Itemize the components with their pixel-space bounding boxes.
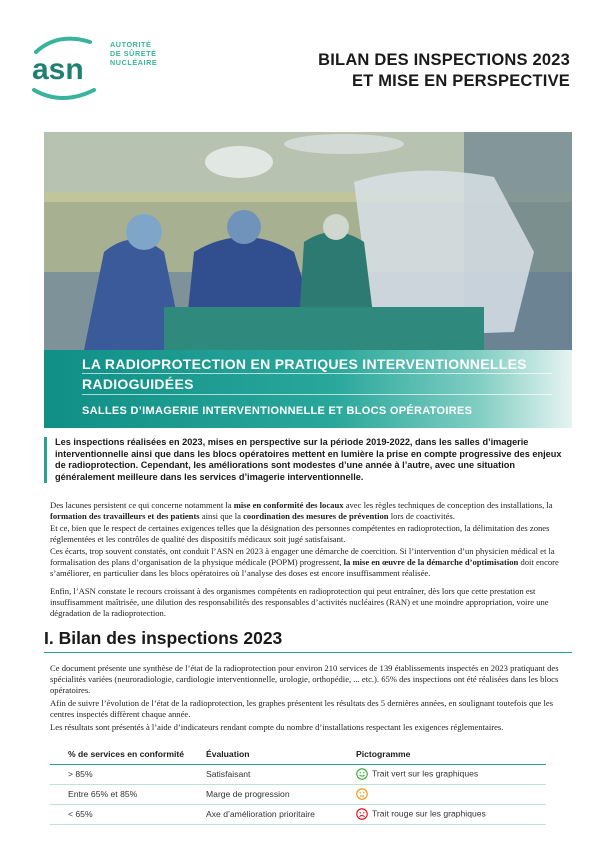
table-row <box>50 784 546 804</box>
paragraph-organismes: Enfin, l’ASN constate le recours croissant à des organismes compétents en radioprotection qui peut entraîner, dès lors que cette prestation est insuffisamment maîtrisée, une dilution des responsabilités des responsables d’activités nucléaires (RAN) et une moindre appropriation, voire une dégradation de la radioprotection. <box>50 586 549 619</box>
header-evaluation: Évaluation <box>200 744 350 764</box>
paragraph-synthese: Ce document présente une synthèse de l’état de la radioprotection pour environ 210 services de 139 établissements inspectés en 2023 pratiquant des spécialités variées (neuroradiologie, cardiologie interventionnelle, urologie, orthopédie, ... etc.). 65% des inspections ont été réalisées dans les blocs opératoires. <box>50 663 559 696</box>
header-pictogram: Pictogramme <box>350 744 546 764</box>
cell-evaluation: Marge de progression <box>200 784 350 804</box>
document-title <box>318 50 570 92</box>
paragraph-evolution: Afin de suivre l’évolution de l’état de la radioprotection, les graphes présentent les résultats des 5 dernières années, en soulignant toutefois que les centres inspectés diffèrent chaque année. <box>50 698 554 720</box>
section-rule <box>44 652 572 653</box>
cell-pictogram <box>350 784 546 804</box>
cell-evaluation: Satisfaisant <box>200 764 350 784</box>
cell-range: < 65% <box>50 804 200 824</box>
banner-title-line-1: LA RADIOPROTECTION EN PRATIQUES INTERVENTIONNELLES <box>82 356 527 372</box>
paragraph-exigences: Et ce, bien que le respect de certaines exigences telles que la désignation des personnes compétentes en radioprotection, la délimitation des zones réglementées et les contrôles de qualité des dispositifs médicaux soit jugé satisfaisant. <box>50 523 550 545</box>
title-line-1: BILAN DES INSPECTIONS 2023 <box>318 51 570 69</box>
smiley-happy-icon <box>356 768 368 780</box>
cell-range: > 85% <box>50 764 200 784</box>
paragraph-indicateurs: Les résultats sont présentés à l’aide d’indicateurs rendant compte du nombre d’installations respectant les exigences réglementaires. <box>50 722 504 732</box>
logo-text <box>110 40 157 67</box>
intro-summary: Les inspections réalisées en 2023, mises en perspective sur la période 2019-2022, dans les salles d’imagerie interventionnelle ainsi que dans les blocs opératoires mettent en lumière la prise en compte progressive des enjeux de radioprotection. Cependant, les améliorations sont modestes d’une année à l’autre, avec une situation généralement meilleure dans les services d’imagerie interventionnelle. <box>44 437 572 483</box>
header-conformity: % de services en conformité <box>50 744 200 764</box>
title-line-2: ET MISE EN PERSPECTIVE <box>351 72 570 90</box>
pictogram-text: Trait vert sur les graphiques <box>372 768 479 779</box>
section-title: I. Bilan des inspections 2023 <box>44 628 283 648</box>
banner-rule-2 <box>82 394 552 395</box>
paragraph-lacunes: Des lacunes persistent ce qui concerne notamment la mise en conformité des locaux avec les règles techniques de conception des installations, la formation des travailleurs et des patients ainsi que la coordination des mesures de prévention lors de coactivités. <box>50 500 553 522</box>
banner-title-line-2: RADIOGUIDÉES <box>82 376 194 392</box>
logo-line-3: NUCLÉAIRE <box>110 58 158 67</box>
title-banner <box>44 350 572 428</box>
conformity-table <box>50 744 546 825</box>
operating-room-photo <box>44 132 572 350</box>
paragraph-coercition: Ces écarts, trop souvent constatés, ont conduit l’ASN en 2023 à engager une démarche de coercition. Si l’intervention d’un physicien médical et la formalisation des plans d’organisation de la physique médicale (POPM) progressent, la mise en œuvre de la démarche d’optimisation doit encore s’améliorer, en particulier dans les blocs opératoires où l’analyse des doses est encore insuffisamment réalisée. <box>50 546 559 579</box>
smiley-neutral-icon <box>356 788 368 800</box>
logo-line-2: DE SÛRETÉ <box>110 49 157 58</box>
banner-rule-1 <box>82 373 552 374</box>
pictogram-text: Trait rouge sur les graphiques <box>372 808 486 819</box>
cell-pictogram <box>350 804 546 824</box>
logo-word: asn <box>32 53 84 86</box>
cell-evaluation: Axe d’amélioration prioritaire <box>200 804 350 824</box>
asn-logo-mark <box>28 32 108 102</box>
table-row <box>50 804 546 824</box>
table-row <box>50 764 546 784</box>
asn-logo <box>28 32 178 102</box>
cell-pictogram <box>350 764 546 784</box>
cell-range: Entre 65% et 85% <box>50 784 200 804</box>
banner-subtitle: SALLES D’IMAGERIE INTERVENTIONNELLE ET BLOCS OPÉRATOIRES <box>82 405 473 417</box>
smiley-sad-icon <box>356 808 368 820</box>
logo-line-1: AUTORITÉ <box>110 40 152 49</box>
table-header-row <box>50 744 546 764</box>
